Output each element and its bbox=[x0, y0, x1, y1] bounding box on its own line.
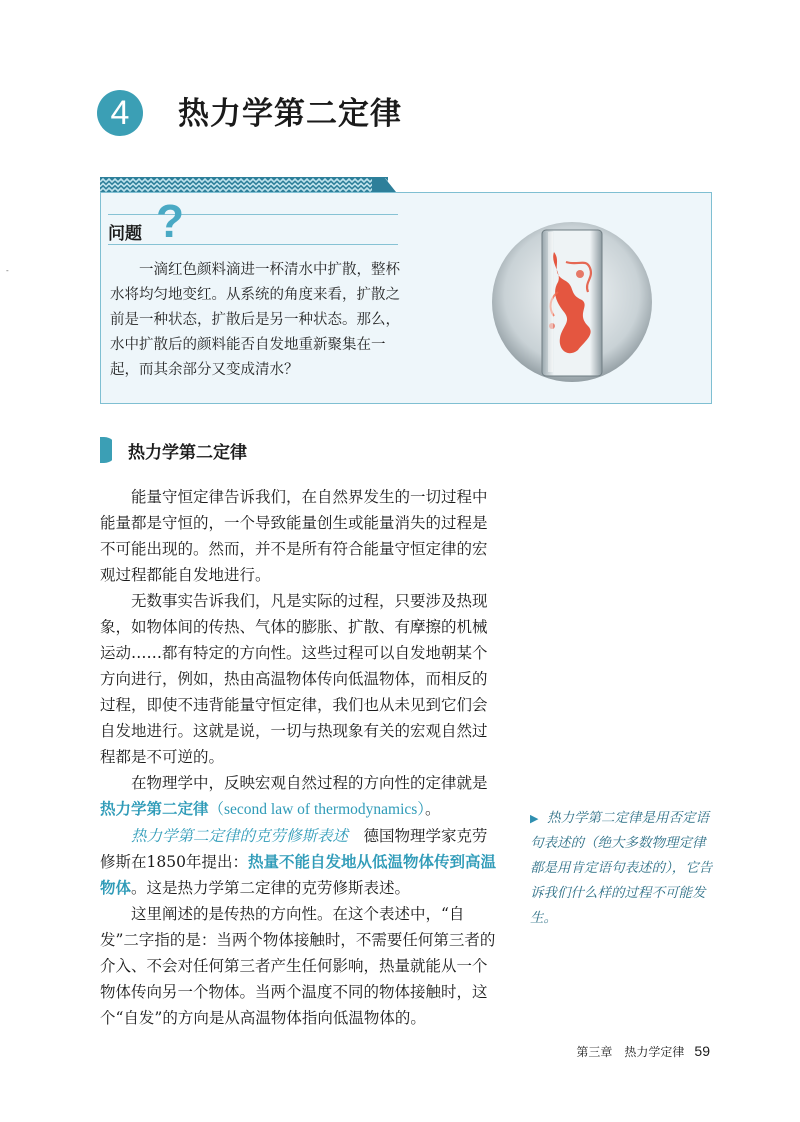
clausius-statement-heading: 热力学第二定律的克劳修斯表述 bbox=[131, 827, 349, 845]
margin-note-text: 热力学第二定律是用否定语句表述的（绝大多数物理定律都是用肯定语句表述的），它告诉我们什么样的过程不可能发生。 bbox=[530, 810, 713, 926]
decorative-wave-tab bbox=[372, 177, 396, 192]
triangle-arrow-icon: ▶ bbox=[530, 812, 539, 825]
decorative-wave-band bbox=[100, 177, 388, 192]
question-mark-icon: ? bbox=[156, 195, 185, 247]
paragraph-4-end: 。这是热力学第二定律的克劳修斯表述。 bbox=[131, 879, 411, 897]
dye-in-water-photo bbox=[492, 222, 652, 382]
edge-mark: - bbox=[6, 266, 9, 275]
paragraph-2: 无数事实告诉我们，凡是实际的过程，只要涉及热现象，如物体间的传热、气体的膨胀、扩散、有摩擦的机械运动……都有特定的方向性。这些过程可以自发地朝某个方向进行，例如，热由高温物体传向低温物体，而相反的过程，即使不违背能量守恒定律，我们也从未见到它们会自发地进行。这就是说，一切与热现象有关的宏观自然过程都是不可逆的。 bbox=[100, 592, 488, 766]
paragraph-4 bbox=[100, 823, 502, 901]
problem-rule-top bbox=[108, 214, 398, 215]
paragraph-3-text: 在物理学中，反映宏观自然过程的方向性的定律就是 bbox=[131, 774, 488, 792]
page-title: 热力学第二定律 bbox=[178, 96, 402, 132]
margin-note bbox=[530, 806, 718, 931]
section-marker-icon bbox=[100, 437, 112, 463]
paragraph-1: 能量守恒定律告诉我们，在自然界发生的一切过程中能量都是守恒的，一个导致能量创生或能量消失的过程是不可能出现的。然而，并不是所有符合能量守恒定律的宏观过程都能自发地进行。 bbox=[100, 488, 488, 584]
paragraph-3-end: 。 bbox=[425, 800, 441, 818]
problem-text: 一滴红色颜料滴进一杯清水中扩散，整杯水将均匀地变红。从系统的角度来看，扩散之前是一种状态，扩散后是另一种状态。那么，水中扩散后的颜料能否自发地重新聚集在一起，而其余部分又变成清水？ bbox=[110, 262, 400, 378]
page-footer bbox=[576, 1043, 710, 1060]
paragraph-3 bbox=[100, 770, 502, 823]
section-number-badge: 4 bbox=[97, 90, 143, 136]
problem-rule-bottom bbox=[108, 244, 398, 245]
paragraph-4-text: 德国物理学家克劳修斯在1850年提出： bbox=[100, 827, 488, 871]
term-second-law: 热力学第二定律 bbox=[100, 800, 209, 818]
body-text bbox=[100, 484, 502, 1031]
clausius-statement: 热量不能自发地从低温物体传到高温物体 bbox=[100, 853, 496, 897]
paragraph-5: 这里阐述的是传热的方向性。在这个表述中，“自发”二字指的是：当两个物体接触时，不需要任何第三者的介入、不会对任何第三者产生任何影响，热量就能从一个物体传向另一个物体。当两个温度不同的物体接触时，这个“自发”的方向是从高温物体指向低温物体的。 bbox=[100, 905, 496, 1027]
page-number: 59 bbox=[694, 1043, 710, 1059]
term-english: （second law of thermodynamics） bbox=[208, 801, 426, 818]
footer-chapter: 第三章 热力学定律 bbox=[576, 1045, 685, 1059]
section-heading: 热力学第二定律 bbox=[128, 443, 247, 463]
problem-label: 问题 bbox=[108, 224, 142, 244]
